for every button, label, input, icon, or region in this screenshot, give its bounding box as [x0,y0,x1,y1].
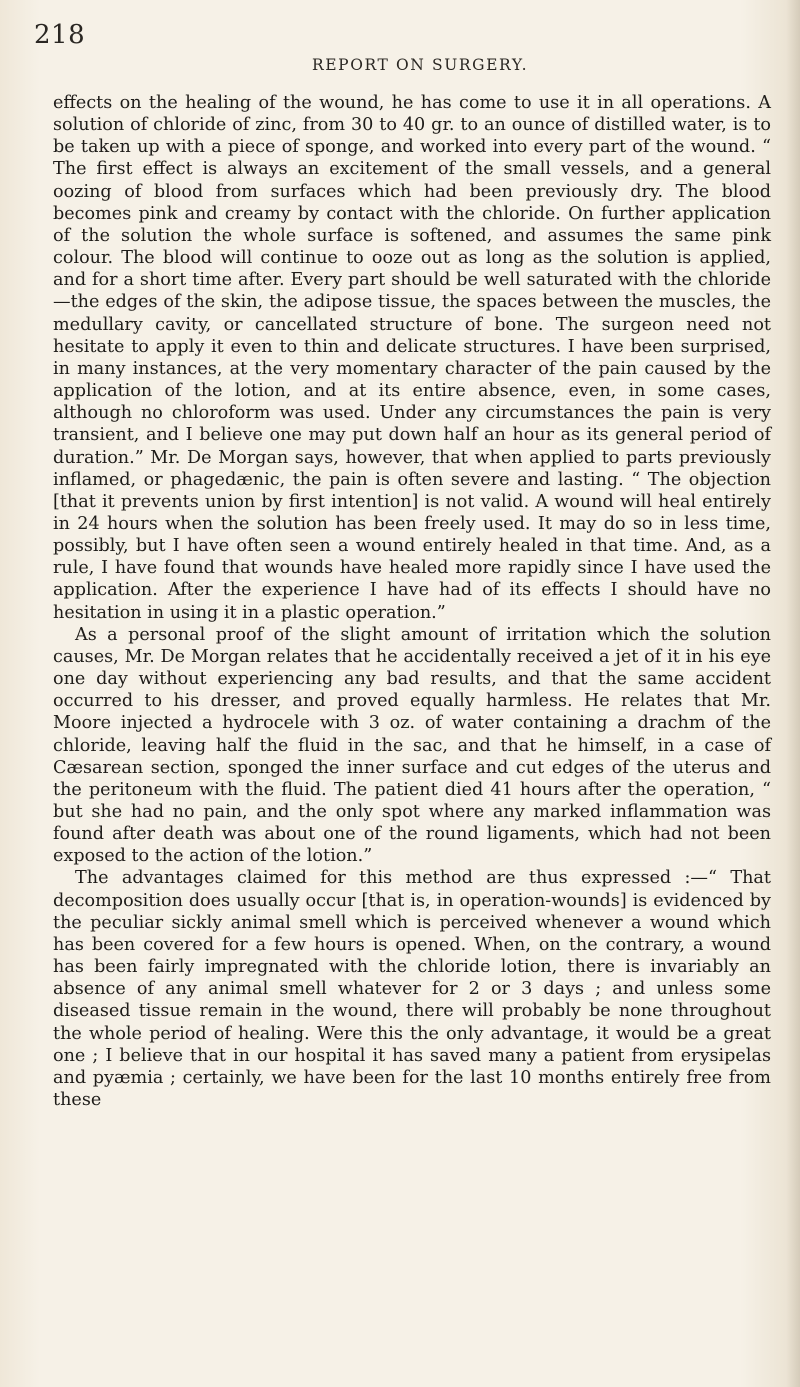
body-text [53,92,771,1111]
paragraph: The advantages claimed for this method are thus expressed :—“ That decomposition does usually occur [that is, in operation-wounds] is evidenced by the peculiar sickly animal smell which is perceived whenever a wound which has been covered for a few hours is opened. When, on the contrary, a wound has been fairly impregnated with the chloride lotion, there is invariably an absence of any animal smell whatever for 2 or 3 days ; and unless some diseased tissue remain in the wound, there will probably be none throughout the whole period of healing. Were this the only advantage, it would be a great one ; I believe that in our hospital it has saved many a patient from erysipelas and pyæmia ; certainly, we have been for the last 10 months entirely free from these [53,868,771,1111]
page-edge-shadow [786,0,800,1387]
paragraph: As a personal proof of the slight amount of irritation which the solution causes, Mr. De Morgan relates that he accidentally received a jet of it in his eye one day without experiencing any bad results, and that the same accident occurred to his dresser, and proved equally harmless. He relates that Mr. Moore injected a hydrocele with 3 oz. of water containing a drachm of the chloride, leaving half the fluid in the sac, and that he himself, in a case of Cæsarean section, sponged the inner surface and cut edges of the uterus and the peritoneum with the fluid. The patient died 41 hours after the operation, “ but she had no pain, and the only spot where any marked inflammation was found after death was about one of the round ligaments, which had not been exposed to the action of the lotion.” [53,624,771,867]
paragraph: effects on the healing of the wound, he has come to use it in all operations. A solution of chloride of zinc, from 30 to 40 gr. to an ounce of distilled water, is to be taken up with a piece of sponge, and worked into every part of the wound. “ The first effect is always an excitement of the small vessels, and a general oozing of blood from surfaces which had been previously dry. The blood becomes pink and creamy by contact with the chloride. On further application of the solution the whole surface is softened, and assumes the same pink colour. The blood will continue to ooze out as long as the solution is applied, and for a short time after. Every part should be well saturated with the chloride—the edges of the skin, the adipose tissue, the spaces between the muscles, the medullary cavity, or cancellated structure of bone. The surgeon need not hesitate to apply it even to thin and delicate structures. I have been surprised, in many instances, at the very momentary character of the pain caused by the application of the lotion, and at its entire absence, even, in some cases, although no chloroform was used. Under any circumstances the pain is very transient, and I believe one may put down half an hour as its general period of duration.” Mr. De Morgan says, however, that when applied to parts previously inflamed, or phagedænic, the pain is often severe and lasting. “ The objection [that it prevents union by first intention] is not valid. A wound will heal entirely in 24 hours when the solution has been freely used. It may do so in less time, possibly, but I have often seen a wound entirely healed in that time. And, as a rule, I have found that wounds have healed more rapidly since I have used the application. After the experience I have had of its effects I should have no hesitation in using it in a plastic operation.” [53,93,771,623]
page-number: 218 [34,20,86,50]
running-head: REPORT ON SURGERY. [312,56,529,74]
